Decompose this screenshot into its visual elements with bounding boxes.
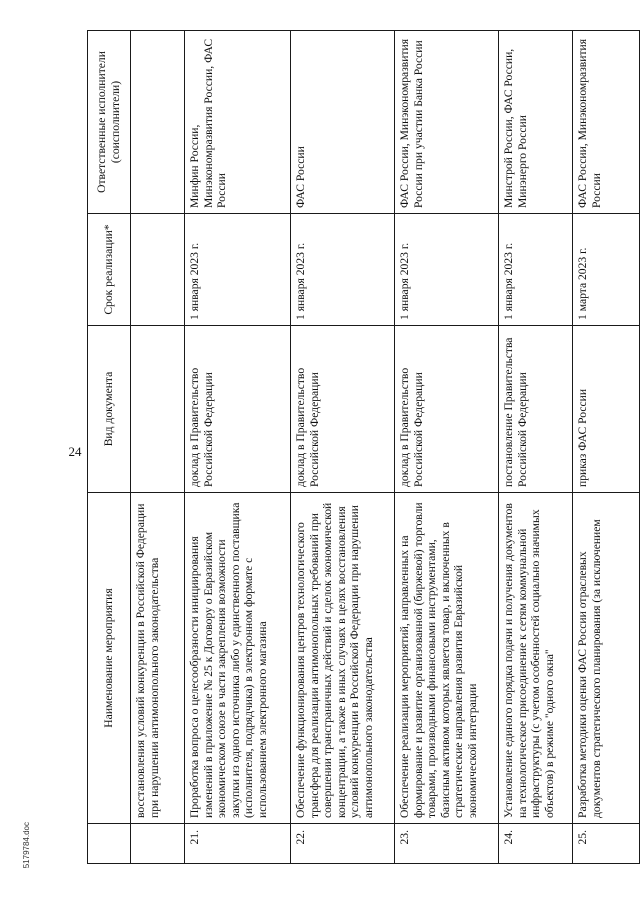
row-doc-type <box>131 326 185 493</box>
measures-table <box>87 30 640 864</box>
row-num: 24. <box>499 824 573 864</box>
row-executors: Минстрой России, ФАС России, Минэнерго России <box>499 31 573 214</box>
row-name: Разработка методики оценки ФАС России отраслевых документов стратегического планирования (за исключением <box>573 493 640 824</box>
table-row <box>395 31 499 864</box>
table-row <box>291 31 395 864</box>
header-deadline: Срок реализации* <box>88 214 131 326</box>
row-deadline: 1 января 2023 г. <box>291 214 395 326</box>
row-executors: ФАС России <box>291 31 395 214</box>
row-name: восстановления условий конкуренции в Российской Федерации при нарушении антимонопольного законодательства <box>131 493 185 824</box>
document-file-reference: 5179784.doc <box>22 822 31 869</box>
row-num: 25. <box>573 824 640 864</box>
header-doc-type: Вид документа <box>88 326 131 493</box>
row-executors <box>131 31 185 214</box>
page-number: 24 <box>68 444 82 459</box>
row-doc-type: доклад в Правительство Российской Федерации <box>395 326 499 493</box>
row-num <box>131 824 185 864</box>
table-header-row <box>88 31 131 864</box>
header-name: Наименование мероприятия <box>88 493 131 824</box>
row-num: 23. <box>395 824 499 864</box>
header-num <box>88 824 131 864</box>
table-row <box>185 31 291 864</box>
row-deadline: 1 января 2023 г. <box>395 214 499 326</box>
row-executors: ФАС России, Минэкономразвития России при участии Банка России <box>395 31 499 214</box>
row-name: Установление единого порядка подачи и получения документов на технологическое присоединение к сетям коммунальной инфраструктуры (с учетом особенностей социально значимых объектов) в режиме "одного окна" <box>499 493 573 824</box>
row-deadline: 1 января 2023 г. <box>499 214 573 326</box>
row-num: 22. <box>291 824 395 864</box>
row-deadline: 1 марта 2023 г. <box>573 214 640 326</box>
row-deadline: 1 января 2023 г. <box>185 214 291 326</box>
table-row <box>573 31 640 864</box>
row-doc-type: постановление Правительства Российской Федерации <box>499 326 573 493</box>
row-deadline <box>131 214 185 326</box>
table-row <box>499 31 573 864</box>
row-executors: Минфин России, Минэкономразвития России, ФАС России <box>185 31 291 214</box>
row-name: Обеспечение реализации мероприятий, направленных на формирование и развитие организованной (биржевой) торговли товарами, производными финансовыми инструментами, базисным активом которых является товар, и включенных в стратегические направления развития Евразийской экономической интеграции <box>395 493 499 824</box>
document-table-rotated <box>87 31 640 864</box>
row-executors: ФАС России, Минэкономразвития России <box>573 31 640 214</box>
row-num: 21. <box>185 824 291 864</box>
row-doc-type: приказ ФАС России <box>573 326 640 493</box>
row-name: Проработка вопроса о целесообразности инициирования изменений в приложение № 25 к Договору о Евразийском экономическом союзе в части закрепления возможности закупки из одного источника либо у единственного поставщика (исполнителя, подрядчика) в электронном формате с использованием электронного магазина <box>185 493 291 824</box>
row-name: Обеспечение функционирования центров технологического трансфера для реализации антимонопольных требований при совершении трансграничных действий и сделок экономической концентрации, а также в иных случаях в целях восстановления условий конкуренции в Российской Федерации при нарушении антимонопольного законодательства <box>291 493 395 824</box>
table-row <box>131 31 185 864</box>
row-doc-type: доклад в Правительство Российской Федерации <box>185 326 291 493</box>
row-doc-type: доклад в Правительство Российской Федерации <box>291 326 395 493</box>
header-executors: Ответственные исполнители (соисполнители) <box>88 31 131 214</box>
